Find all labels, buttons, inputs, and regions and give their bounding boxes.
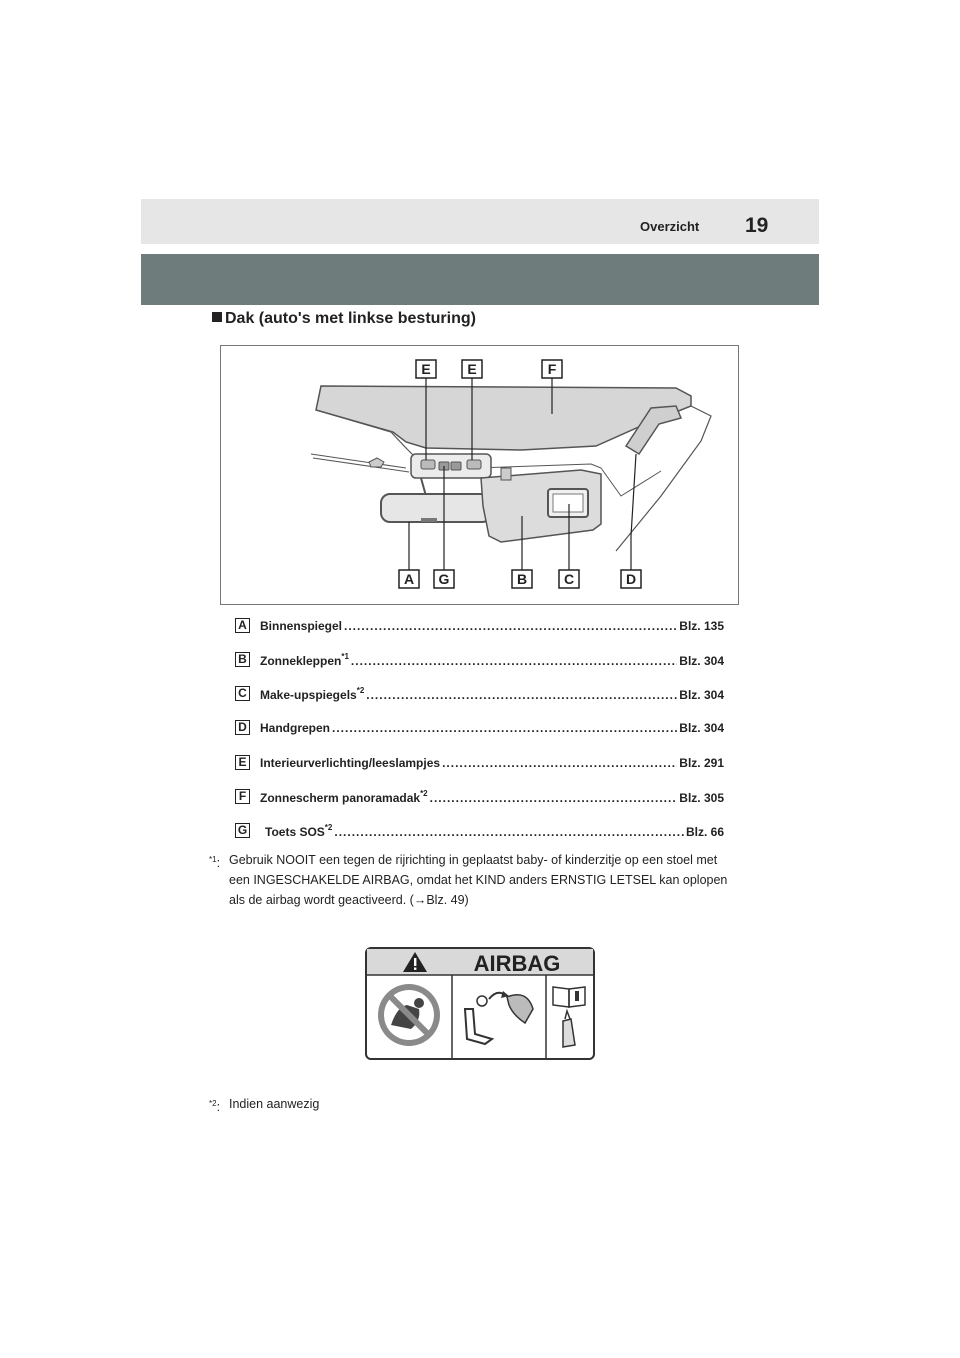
callout-b xyxy=(512,570,532,588)
header-section-title: Overzicht xyxy=(640,219,700,234)
callout-e1-text: E xyxy=(421,361,431,377)
legend-letter: B xyxy=(235,652,250,667)
callout-g xyxy=(434,570,454,588)
legend-text xyxy=(260,790,724,805)
legend-text xyxy=(260,756,724,770)
legend-text xyxy=(265,824,724,839)
legend-item-a xyxy=(235,618,735,638)
windshield-edge-inner xyxy=(313,458,409,472)
callout-c-text: C xyxy=(563,571,575,587)
section-band xyxy=(141,254,819,305)
legend-text xyxy=(260,619,724,633)
footnote-1-line1: Gebruik NOOIT een tegen de rijrichting in geplaatst baby- of kinderzitje op een stoel met xyxy=(229,853,718,867)
leader-dots xyxy=(442,756,677,770)
section-heading-text: Dak (auto's met linkse besturing) xyxy=(225,310,476,327)
leader-dots xyxy=(430,791,678,805)
legend-item-g xyxy=(235,823,735,843)
visor-hinge xyxy=(501,468,511,480)
leader-d xyxy=(631,454,636,570)
roof-illustration xyxy=(221,346,740,606)
callout-a xyxy=(399,570,419,588)
callout-c xyxy=(559,570,579,588)
reading-lamp-right xyxy=(467,460,481,469)
roof-clip xyxy=(369,458,384,467)
legend-letter: G xyxy=(235,823,250,838)
footnote-1-line3: als de airbag wordt geactiveerd. ( xyxy=(229,893,414,907)
legend-item-f xyxy=(235,789,735,809)
legend-page-ref[interactable]: Blz. 135 xyxy=(679,619,724,633)
legend-letter: D xyxy=(235,720,250,735)
leader-dots xyxy=(344,619,677,633)
legend-label: Toets SOS xyxy=(265,825,325,839)
no-rear-facing-seat-icon xyxy=(378,984,440,1046)
footnote-1-page-ref[interactable]: Blz. 49) xyxy=(426,893,469,907)
legend-item-b xyxy=(235,652,735,672)
footnote-2: $^{*2}$: Indien aanwezig xyxy=(209,1094,509,1116)
pillar-trim xyxy=(601,468,661,496)
console-button xyxy=(451,462,461,470)
airbag-label-title: AIRBAG xyxy=(473,951,561,976)
legend-page-ref[interactable]: Blz. 304 xyxy=(679,654,724,668)
heading-bullet-icon xyxy=(212,312,222,322)
callout-b-text: B xyxy=(516,571,528,587)
legend-label: Zonnekleppen xyxy=(260,654,342,668)
header-bar xyxy=(141,199,819,244)
vanity-mirror-glass xyxy=(553,494,583,512)
roof-figure xyxy=(220,345,739,605)
legend-page-ref[interactable]: Blz. 304 xyxy=(679,688,724,702)
callout-a-text: A xyxy=(403,571,415,587)
arrow-icon: → xyxy=(413,893,427,907)
callout-g-text: G xyxy=(438,571,450,587)
legend-text xyxy=(260,721,724,735)
leader-dots xyxy=(351,654,677,668)
legend-letter: A xyxy=(235,618,250,633)
legend-text xyxy=(260,653,724,668)
legend-letter: E xyxy=(235,755,250,770)
leader-dots xyxy=(334,825,684,839)
callout-e2 xyxy=(462,360,482,378)
reading-lamp-left xyxy=(421,460,435,469)
page-number: 19 xyxy=(745,214,769,237)
legend-item-e xyxy=(235,755,735,775)
legend-label: Binnenspiegel xyxy=(260,619,343,633)
legend-letter: C xyxy=(235,686,250,701)
seat-airbag-icon xyxy=(465,991,533,1044)
footnote-marker: *2 xyxy=(420,789,428,798)
rear-view-mirror xyxy=(381,494,491,522)
windshield-edge xyxy=(311,454,406,468)
legend-label: Handgrepen xyxy=(260,721,331,735)
callout-f xyxy=(542,360,562,378)
legend-item-d xyxy=(235,720,735,740)
legend-text xyxy=(260,687,724,702)
airbag-warning-label xyxy=(365,947,595,1060)
legend-page-ref[interactable]: Blz. 304 xyxy=(679,721,724,735)
legend-page-ref[interactable]: Blz. 66 xyxy=(685,825,724,839)
footnote-marker: *2 xyxy=(324,823,333,832)
callout-e2-text: E xyxy=(467,361,477,377)
legend-item-c xyxy=(235,686,735,706)
footnote-2-text: Indien aanwezig xyxy=(229,1097,320,1111)
legend-letter: F xyxy=(235,789,250,804)
read-manual-icon xyxy=(553,987,585,1047)
legend-label: Zonnescherm panoramadak xyxy=(260,791,421,805)
legend-label: Interieurverlichting/leeslampjes xyxy=(260,756,441,770)
callout-e1 xyxy=(416,360,436,378)
callout-f-text: F xyxy=(547,361,557,377)
callout-d-text: D xyxy=(625,571,637,587)
section-heading xyxy=(212,310,476,328)
footnote-2-mark: *2 xyxy=(209,1099,217,1108)
callout-d xyxy=(621,570,641,588)
footnote-1-mark: *1 xyxy=(209,855,217,864)
footnote-1: $^{*1}$: Gebruik NOOIT een tegen de rijrichting in geplaatst baby- of kinderzitje op een stoel met een INGESCHAKELDE AIRBAG, omdat het KIND anders ERNSTIG LETSEL kan oplopen als de airbag wordt geactiveerd. (→Blz. 49) xyxy=(209,850,769,912)
mirror-buttons xyxy=(421,518,437,522)
footnote-marker: *1 xyxy=(341,652,349,661)
airbag-label-graphic xyxy=(367,949,593,1058)
headliner-line xyxy=(476,464,601,468)
legend-page-ref[interactable]: Blz. 305 xyxy=(679,791,724,805)
footnote-1-line2: een INGESCHAKELDE AIRBAG, omdat het KIND anders ERNSTIG LETSEL kan oplopen xyxy=(229,873,728,887)
legend-page-ref[interactable]: Blz. 291 xyxy=(679,756,724,770)
legend-label: Make-upspiegels xyxy=(260,688,357,702)
leader-dots xyxy=(366,688,677,702)
footnote-marker: *2 xyxy=(356,686,365,695)
leader-dots xyxy=(332,721,677,735)
